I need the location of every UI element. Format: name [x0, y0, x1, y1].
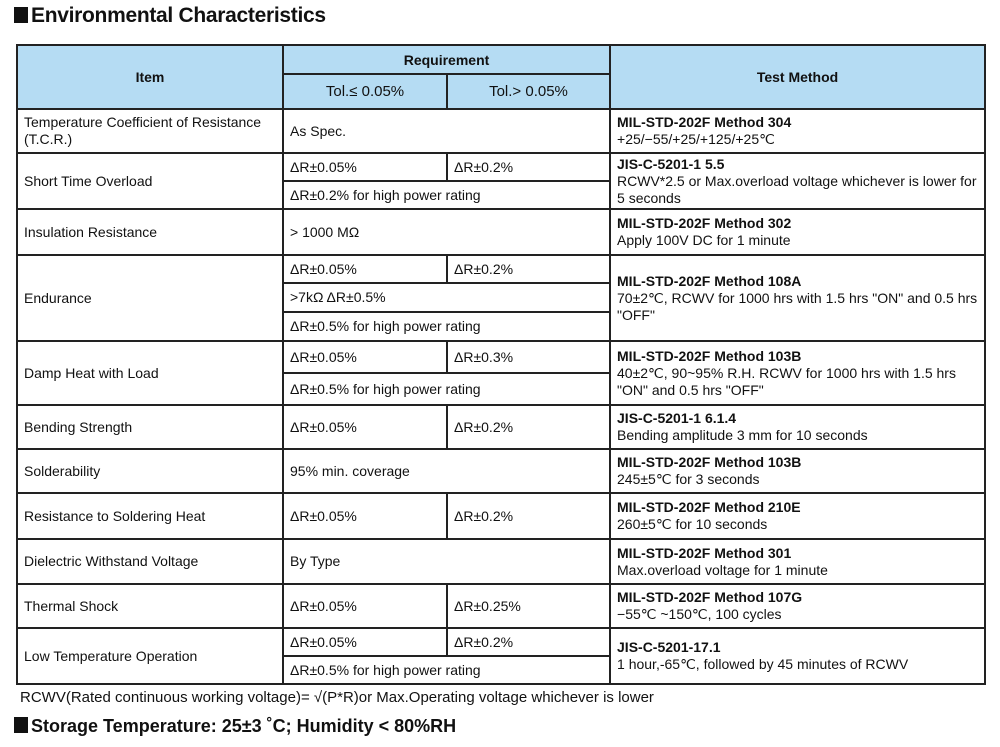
req-cell: ΔR±0.5% for high power rating: [283, 373, 610, 405]
header-requirement: Requirement: [283, 45, 610, 74]
method-desc: Max.overload voltage for 1 minute: [617, 561, 828, 578]
method-cell: [610, 405, 985, 449]
square-bullet-icon: [14, 7, 28, 23]
method-desc: 70±2℃, RCWV for 1000 hrs with 1.5 hrs "ON" and 0.5 hrs "OFF": [617, 289, 978, 323]
req-cell: ΔR±0.25%: [447, 584, 610, 628]
method-cell: [610, 109, 985, 153]
method-title: MIL-STD-202F Method 210E: [617, 499, 801, 515]
method-title: JIS-C-5201-1 6.1.4: [617, 410, 737, 426]
item-cell: Insulation Resistance: [17, 209, 283, 255]
method-title: MIL-STD-202F Method 304: [617, 114, 792, 130]
table-row: [17, 405, 985, 449]
table-row: [17, 153, 985, 181]
method-desc: 260±5℃ for 10 seconds: [617, 516, 768, 532]
item-cell: Bending Strength: [17, 405, 283, 449]
method-desc: RCWV*2.5 or Max.overload voltage whichever is lower for 5 seconds: [617, 172, 977, 206]
table-row: [17, 493, 985, 539]
req-cell: ΔR±0.3%: [447, 341, 610, 373]
req-cell: ΔR±0.05%: [283, 493, 447, 539]
method-title: MIL-STD-202F Method 103B: [617, 347, 802, 364]
table-row: [17, 255, 985, 283]
req-cell: ΔR±0.05%: [283, 584, 447, 628]
section-title: Environmental Characteristics: [14, 4, 326, 28]
table-row: [17, 449, 985, 493]
req-cell: ΔR±0.5% for high power rating: [283, 312, 610, 341]
environmental-table: [16, 44, 986, 685]
item-cell: Dielectric Withstand Voltage: [17, 539, 283, 584]
header-test-method: Test Method: [610, 45, 985, 109]
method-desc: −55℃ ~150℃, 100 cycles: [617, 606, 782, 622]
table-row: [17, 628, 985, 656]
table-row: [17, 341, 985, 373]
method-title: MIL-STD-202F Method 301: [617, 544, 792, 561]
req-cell: ΔR±0.05%: [283, 341, 447, 373]
req-cell: > 1000 MΩ: [283, 209, 610, 255]
method-desc: Apply 100V DC for 1 minute: [617, 232, 791, 248]
method-cell: [610, 628, 985, 684]
method-title: MIL-STD-202F Method 103B: [617, 454, 802, 470]
req-cell: ΔR±0.05%: [283, 628, 447, 656]
method-desc: +25/−55/+25/+125/+25℃: [617, 131, 775, 147]
req-cell: ΔR±0.05%: [283, 255, 447, 283]
method-cell: [610, 153, 985, 209]
item-cell: Resistance to Soldering Heat: [17, 493, 283, 539]
method-title: JIS-C-5201-1 5.5: [617, 155, 725, 172]
method-cell: [610, 584, 985, 628]
header-tol-gt: Tol.> 0.05%: [447, 74, 610, 109]
item-cell: Low Temperature Operation: [17, 628, 283, 684]
method-cell: [610, 255, 985, 341]
item-cell: Temperature Coefficient of Resistance (T.C.R.): [17, 109, 283, 153]
item-cell: Short Time Overload: [17, 153, 283, 209]
table-row: [17, 209, 985, 255]
table-row: [17, 109, 985, 153]
req-cell: ΔR±0.05%: [283, 405, 447, 449]
req-cell: ΔR±0.2% for high power rating: [283, 181, 610, 209]
req-cell: ΔR±0.5% for high power rating: [283, 656, 610, 684]
item-cell: Damp Heat with Load: [17, 341, 283, 405]
method-cell: [610, 449, 985, 493]
method-cell: [610, 493, 985, 539]
table-row: [17, 584, 985, 628]
req-cell: >7kΩ ΔR±0.5%: [283, 283, 610, 312]
method-desc: 1 hour,-65℃, followed by 45 minutes of RCWV: [617, 656, 909, 672]
square-bullet-icon: [14, 717, 28, 733]
table-row: [17, 539, 985, 584]
storage-text: Storage Temperature: 25±3 ˚C; Humidity < 80%RH: [31, 716, 457, 736]
method-title: MIL-STD-202F Method 108A: [617, 272, 802, 289]
req-cell: By Type: [283, 539, 610, 584]
item-cell: Thermal Shock: [17, 584, 283, 628]
method-cell: [610, 539, 985, 584]
header-item: Item: [17, 45, 283, 109]
method-title: MIL-STD-202F Method 302: [617, 215, 792, 231]
item-cell: Endurance: [17, 255, 283, 341]
req-cell: ΔR±0.05%: [283, 153, 447, 181]
header-tol-le: Tol.≤ 0.05%: [283, 74, 447, 109]
req-cell: As Spec.: [283, 109, 610, 153]
req-cell: ΔR±0.2%: [447, 405, 610, 449]
method-desc: 245±5℃ for 3 seconds: [617, 471, 760, 487]
method-title: MIL-STD-202F Method 107G: [617, 589, 803, 605]
req-cell: ΔR±0.2%: [447, 493, 610, 539]
method-cell: [610, 209, 985, 255]
item-cell: Solderability: [17, 449, 283, 493]
req-cell: ΔR±0.2%: [447, 255, 610, 283]
method-desc: 40±2℃, 90~95% R.H. RCWV for 1000 hrs with 1.5 hrs "ON" and 0.5 hrs "OFF": [617, 364, 956, 398]
method-cell: [610, 341, 985, 405]
footnote: RCWV(Rated continuous working voltage)= √(P*R)or Max.Operating voltage whichever is lower: [20, 689, 654, 706]
storage-conditions: [14, 716, 456, 737]
req-cell: 95% min. coverage: [283, 449, 610, 493]
method-title: JIS-C-5201-17.1: [617, 639, 721, 655]
req-cell: ΔR±0.2%: [447, 628, 610, 656]
method-desc: Bending amplitude 3 mm for 10 seconds: [617, 427, 868, 443]
req-cell: ΔR±0.2%: [447, 153, 610, 181]
